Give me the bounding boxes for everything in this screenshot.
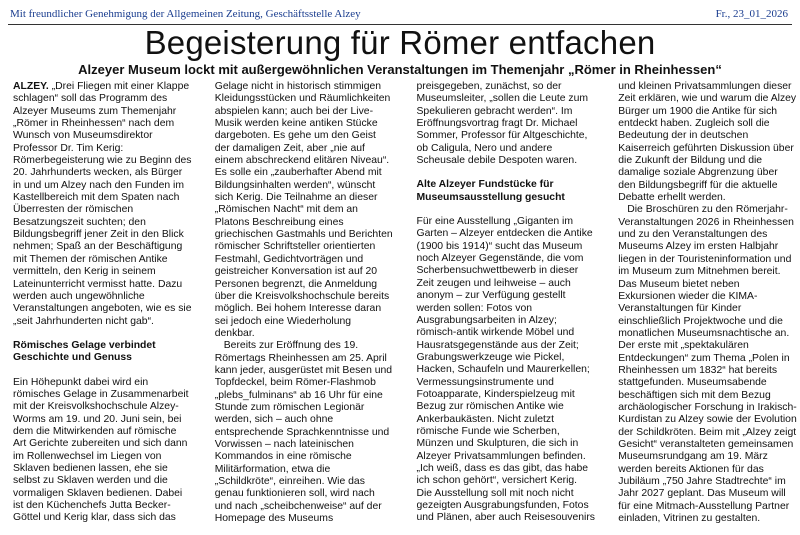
article-paragraph: Für eine Ausstellung „Giganten im Garten – Alzeyer entdecken die Antike (1900 bis 1914)“ sucht das Museum noch Alzeyer Gegenstände, die vom Scherbensuchwettbewerb in dieser Zeit zeugen und leihweise – auch anonym – zur Verfügung gestellt werden sollen: Fotos von Ausgrabungsarbeiten in Alzey; römisch-antik wirkende Möbel und Hausratsgegenstände aus der Zeit; Grabungswerkzeuge wie Pickel, Hacken, Schaufeln und Maurerkellen; Vermessungsinstrumente und Fotoapparate, Kinderspielzeug mit Bezug zur römischen Antike wie Ankerbaukästen. Nicht zuletzt römische Funde wie Scherben, Münzen und Skulpturen, die sich in Alzeyer Privatsammlungen befinden. „Ich weiß, dass es das gibt, das habe ich schon gehört“, versichert Kerig. Die Ausstellung soll mit noch nicht gezeigten Ausgrabungsfunden, Fotos und Plänen, aber auch Reisesouvenirs und kleinen Privatsammlungen dieser Zeit erklären, wie und warum die Alzey Bürger um 1900 die Antike für sich entdeckt haben. Zugleich soll die Bedeutung der in deutschen Kaiserreich geführten Diskussion über die Zukunft der Bildung und die damalige soziale Abgrenzung über den Bildungsbegriff für die aktuelle Debatte erhellt werden. — [416, 81, 797, 524]
dateline: ALZEY. — [13, 81, 49, 92]
article-subheadline: Alzeyer Museum lockt mit außergewöhnlichen Veranstaltungen im Themenjahr „Römer in Rheinhessen“ — [78, 62, 722, 77]
article-paragraph — [13, 81, 192, 328]
article-paragraph: Ein Höhepunkt dabei wird ein römisches Gelage in Zusammenarbeit mit der Kreisvolkshochschule Alzey-Worms am 19. und 20. Juni sein, bei dem die Mitwirkenden auf römische Art Gerichte zubereiten und sich dann im Rollenwechsel im Liegen von Sklaven bedienen lassen, ehe sie selbst zu Sklaven werden und die vormaligen Sklaven bedienen. Dabei ist den Küchenchefs Jutta Becker-Göttel und Kerig klar, dass sich das Gelage nicht in historisch stimmigen Kleidungsstücken und Räumlichkeiten abspielen kann; auch bei der Live-Musik werden keine antiken Stücke dargeboten. Es gehe um den Geist der damaligen Zeit, aber „nie auf einem abschreckend elitären Niveau“. Es solle ein „zauberhafter Abend mit Bildungsinhalten werden“, wünscht sich Kerig. Die Teilnahme an dieser „Römischen Nacht“ mit dem an Platons Beschreibung eines griechischen Gastmahls und Berichten römischer Schriftsteller orientierten Festmahl, Gedichtvorträgen und geistreicher Konversation ist auf 20 Personen begrenzt, die Anmeldung über die Kreisvolkshochschule bereits möglich. Bei hohem Interesse daran sei jedoch eine Wiederholung denkbar. — [13, 81, 393, 524]
source-line — [8, 4, 792, 25]
paragraph-text: „Drei Fliegen mit einer Klappe schlagen“ soll das Programm des Alzeyer Museums zum Themenjahr „Römer in Rheinhessen“ nach dem Wunsch von Museumsdirektor Professor Dr. Tim Kerig: Römerbegeisterung wie zu Beginn des 20. Jahrhunderts wecken, als Bürger in und um Alzey nach den Funden im Kastellbereich mit dem Spaten nach Überresten der römischen Besatzungszeit suchten; den Bildungsbegriff jener Zeit in den Blick nehmen; Spaß an der Beschäftigung mit Themen der römischen Antike vermitteln, den Kerig in seinem Lateinunterricht vermisst hatte. Dazu werden auch ungewöhnliche Veranstaltungen angeboten, wie es sie „seit Jahrhunderten nicht gab“. — [13, 81, 192, 327]
article-paragraph: Bereits zur Eröffnung des 19. Römertags Rheinhessen am 25. April kann jeder, ausgerüstet mit Besen und Topfdeckel, beim Römer-Flashmob „plebs_fulminans“ ab 16 Uhr für eine Stunde zum römischen Legionär werden, sich – auch ohne entsprechende Sprachkenntnisse und Vorwissen – nach lateinischen Kommandos in eine römische Militärformation, etwa die „Schildkröte“, einreihen. Wie das genau funktionieren soll, wird nach und nach „scheibchenweise“ auf der Homepage des Museums preisgegeben, zunächst, so der Museumsleiter, „sollen die Leute zum Spekulieren gebracht werden“. Im Eröffnungsvortrag fragt Dr. Michael Sommer, Professor für Altgeschichte, ob Caligula, Nero und andere Scheusale debile Despoten waren. — [214, 81, 589, 525]
publication-date: Fr., 23_01_2026 — [715, 8, 788, 20]
article-body — [13, 81, 797, 533]
source-credit: Mit freundlicher Genehmigung der Allgemeinen Zeitung, Geschäftsstelle Alzey — [10, 8, 361, 20]
section-heading: Römisches Gelage verbindet Geschichte und Genuss — [13, 339, 156, 364]
section-heading: Alte Alzeyer Fundstücke für Museumsausstellung gesucht — [416, 179, 565, 203]
article-paragraph: Die Broschüren zu den Römerjahr-Veranstaltungen 2026 in Rheinhessen und zu den Veranstaltungen des Museums Alzey im ersten Halbjahr liegen in der Touristeninformation und im Museum zum Mitnehmen bereit. Das Museum bietet neben Exkursionen wieder die KIMA-Veranstaltungen für Kinder einschließlich Projektwoche und die monatlichen Museumsnachtische an. Der erste mit „spektakulären Entdeckungen“ zum Thema „Polen in Rheinhessen um 1832“ hat bereits stattgefunden. Museumsabende beschäftigen sich mit dem Bezug archäologischer Forschung in Irakisch-Kurdistan zu Alzey sowie der Evolution der Schildkröten. Beim mit „Alzey zeigt Gesicht“ veranstalteten gemeinsamen Museumsrundgang am 19. März werden bereits Aktionen für das Jubiläum „750 Jahre Stadtrechte“ im Jahr 2027 geplant. Das Museum will für eine Mitmach-Ausstellung Partner einladen, Vitrinen zu gestalten. — [618, 204, 797, 525]
article-headline: Begeisterung für Römer entfachen — [144, 24, 656, 61]
